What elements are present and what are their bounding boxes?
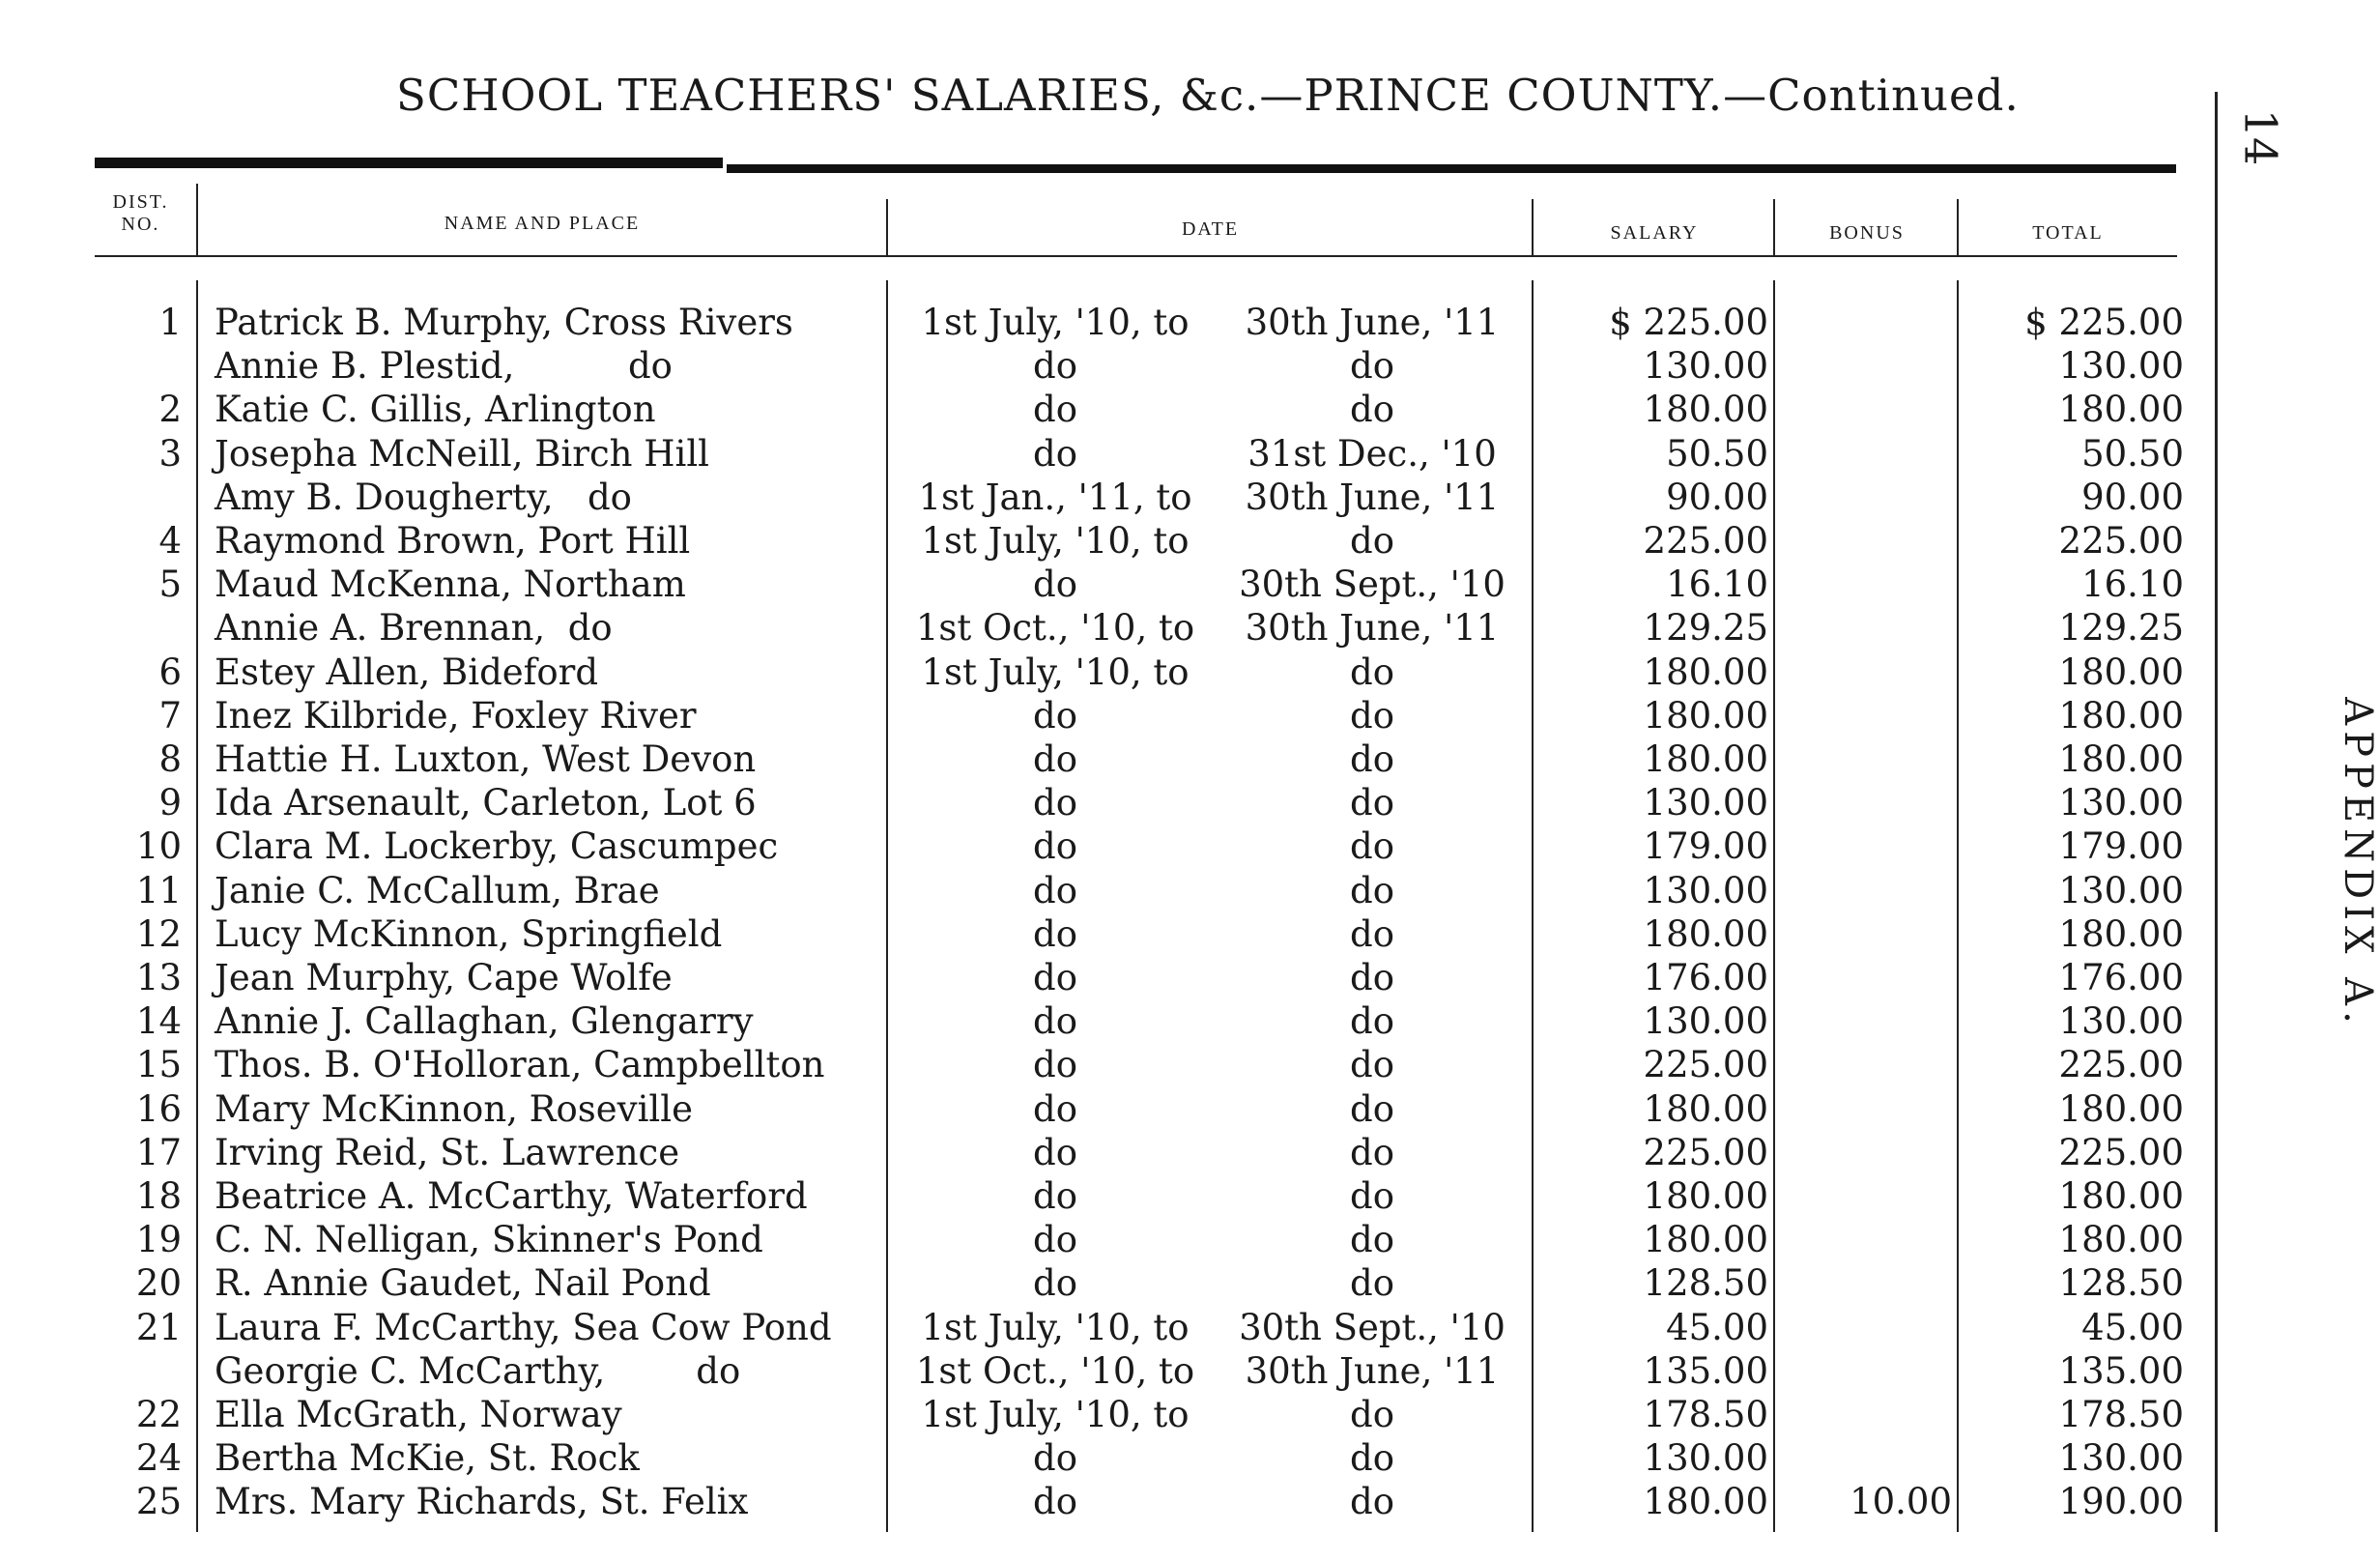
salary-cell: 180.00 [1643,1481,1768,1523]
total-cell: 180.00 [2058,738,2184,780]
body-divider-date [1532,280,1534,1532]
date-from-cell: do [1033,738,1077,780]
body-divider-bonus [1957,280,1959,1532]
date-to-cell: do [1350,957,1394,998]
date-from-cell: do [1033,782,1077,824]
date-to-cell: 30th Sept., '10 [1239,564,1505,606]
total-cell: 225.00 [2058,520,2184,562]
total-cell: 180.00 [2058,1175,2184,1217]
salary-cell: 130.00 [1643,345,1768,388]
name-place-cell: Bertha McKie, St. Rock [215,1437,640,1480]
header-date: DATE [1181,218,1240,240]
date-from-cell: 1st July, '10, to [921,302,1190,343]
total-cell: 180.00 [2058,1219,2184,1261]
dist-no-cell: 5 [158,564,182,606]
date-from-cell: 1st Oct., '10, to [915,607,1195,650]
body-divider-salary [1773,280,1775,1532]
date-to-cell: do [1350,825,1394,868]
date-to-cell: do [1350,650,1394,693]
total-cell: 90.00 [2081,476,2184,518]
name-place-cell: Annie A. Brennan, do [215,607,613,650]
page-number: 14 [2234,108,2287,166]
name-place-cell: Annie J. Callaghan, Glengarry [215,1000,754,1043]
date-from-cell: do [1033,1087,1077,1130]
total-cell: 129.25 [2058,607,2184,650]
date-to-cell: do [1350,1262,1394,1305]
salary-cell: 180.00 [1643,650,1768,693]
dist-no-cell: 8 [158,738,182,780]
date-from-cell: do [1033,432,1077,475]
date-from-cell: 1st July, '10, to [921,1306,1190,1348]
total-cell: $ 225.00 [2024,302,2184,343]
page-title: SCHOOL TEACHERS' SALARIES, &c.—PRINCE COUNTY.—Continued. [396,70,2020,121]
header-rule-thick-left [95,158,723,168]
salary-cell: 180.00 [1643,912,1768,955]
date-from-cell: do [1033,1044,1077,1086]
salary-cell: 50.50 [1666,432,1768,475]
header-dist-no: DIST. NO. [112,191,169,235]
dist-no-cell: 24 [135,1437,182,1480]
dist-no-cell: 19 [135,1219,182,1261]
header-divider-dist [196,184,198,255]
header-divider-bonus [1957,199,1959,255]
salary-cell: 176.00 [1643,957,1768,998]
date-from-cell: do [1033,564,1077,606]
dist-no-cell: 7 [158,694,182,737]
dist-no-cell: 22 [135,1394,182,1435]
date-to-cell: 30th June, '11 [1245,476,1500,518]
dist-no-cell: 6 [158,650,182,693]
total-cell: 180.00 [2058,912,2184,955]
header-salary: SALARY [1610,222,1699,244]
salary-cell: 128.50 [1643,1262,1768,1305]
salary-cell: 225.00 [1643,520,1768,562]
name-place-cell: Clara M. Lockerby, Cascumpec [215,825,779,868]
date-from-cell: 1st July, '10, to [921,1394,1190,1435]
total-cell: 130.00 [2058,869,2184,911]
name-place-cell: Raymond Brown, Port Hill [215,520,691,562]
name-place-cell: Katie C. Gillis, Arlington [215,389,656,431]
date-to-cell: do [1350,1175,1394,1217]
name-place-cell: Annie B. Plestid, do [215,345,673,388]
total-cell: 180.00 [2058,694,2184,737]
date-to-cell: do [1350,1219,1394,1261]
name-place-cell: Georgie C. McCarthy, do [215,1349,741,1392]
bonus-cell: 10.00 [1850,1481,1952,1523]
date-from-cell: 1st Jan., '11, to [918,476,1192,518]
dist-no-cell: 20 [135,1262,182,1305]
salary-cell: 130.00 [1643,1437,1768,1480]
name-place-cell: Lucy McKinnon, Springfield [215,912,723,955]
date-to-cell: do [1350,1437,1394,1480]
name-place-cell: Jean Murphy, Cape Wolfe [215,957,673,998]
dist-no-cell: 11 [135,869,182,911]
total-cell: 180.00 [2058,1087,2184,1130]
date-to-cell: do [1350,782,1394,824]
total-cell: 135.00 [2058,1349,2184,1392]
date-from-cell: do [1033,869,1077,911]
date-to-cell: do [1350,1000,1394,1043]
total-cell: 176.00 [2058,957,2184,998]
salary-cell: 225.00 [1643,1044,1768,1086]
date-from-cell: do [1033,957,1077,998]
salary-cell: 130.00 [1643,782,1768,824]
date-to-cell: 30th June, '11 [1245,1349,1500,1392]
header-divider-date [1532,199,1534,255]
dist-no-cell: 16 [135,1087,182,1130]
date-to-cell: do [1350,1481,1394,1523]
date-from-cell: do [1033,912,1077,955]
header-divider-salary [1773,199,1775,255]
name-place-cell: Mrs. Mary Richards, St. Felix [215,1481,749,1523]
date-to-cell: do [1350,1131,1394,1173]
header-rule-thick-right [727,164,2176,173]
total-cell: 128.50 [2058,1262,2184,1305]
dist-no-cell: 4 [158,520,182,562]
header-bonus: BONUS [1829,222,1905,244]
date-to-cell: 30th Sept., '10 [1239,1306,1505,1348]
salary-cell: $ 225.00 [1609,302,1768,343]
total-cell: 45.00 [2081,1306,2184,1348]
total-cell: 130.00 [2058,782,2184,824]
body-divider-dist [196,280,198,1532]
date-from-cell: do [1033,1131,1077,1173]
date-from-cell: 1st July, '10, to [921,520,1190,562]
dist-no-cell: 9 [158,782,182,824]
dist-no-cell: 12 [135,912,182,955]
name-place-cell: Patrick B. Murphy, Cross Rivers [215,302,793,343]
header-name-place: NAME AND PLACE [444,213,641,234]
date-from-cell: do [1033,694,1077,737]
date-to-cell: do [1350,345,1394,388]
dist-no-cell: 1 [158,302,182,343]
date-to-cell: do [1350,738,1394,780]
name-place-cell: Ida Arsenault, Carleton, Lot 6 [215,782,757,824]
name-place-cell: Amy B. Dougherty, do [215,476,632,518]
total-cell: 178.50 [2058,1394,2184,1435]
appendix-label: APPENDIX A. [2336,697,2380,1029]
name-place-cell: Janie C. McCallum, Brae [215,869,660,911]
name-place-cell: Mary McKinnon, Roseville [215,1087,693,1130]
date-from-cell: 1st Oct., '10, to [915,1349,1195,1392]
date-to-cell: do [1350,869,1394,911]
name-place-cell: Irving Reid, St. Lawrence [215,1131,680,1173]
salary-cell: 130.00 [1643,869,1768,911]
date-to-cell: 30th June, '11 [1245,607,1500,650]
dist-no-cell: 18 [135,1175,182,1217]
total-cell: 190.00 [2058,1481,2184,1523]
header-rule-bottom [95,255,2177,257]
salary-cell: 90.00 [1666,476,1768,518]
salary-cell: 180.00 [1643,1219,1768,1261]
name-place-cell: Josepha McNeill, Birch Hill [215,432,710,475]
salary-cell: 180.00 [1643,738,1768,780]
salary-cell: 45.00 [1666,1306,1768,1348]
salary-cell: 180.00 [1643,1175,1768,1217]
dist-no-cell: 14 [135,1000,182,1043]
total-cell: 225.00 [2058,1131,2184,1173]
date-from-cell: do [1033,389,1077,431]
date-from-cell: do [1033,825,1077,868]
date-to-cell: do [1350,520,1394,562]
date-to-cell: 30th June, '11 [1245,302,1500,343]
header-total: TOTAL [2032,222,2104,244]
salary-cell: 130.00 [1643,1000,1768,1043]
date-from-cell: do [1033,1000,1077,1043]
date-from-cell: do [1033,1437,1077,1480]
header-divider-name [886,199,888,255]
name-place-cell: Thos. B. O'Holloran, Campbellton [215,1044,825,1086]
date-from-cell: 1st July, '10, to [921,650,1190,693]
total-cell: 130.00 [2058,345,2184,388]
salary-cell: 180.00 [1643,389,1768,431]
name-place-cell: Beatrice A. McCarthy, Waterford [215,1175,808,1217]
total-cell: 50.50 [2081,432,2184,475]
salary-cell: 178.50 [1643,1394,1768,1435]
dist-no-cell: 17 [135,1131,182,1173]
dist-no-cell: 21 [135,1306,182,1348]
dist-no-cell: 15 [135,1044,182,1086]
date-from-cell: do [1033,1262,1077,1305]
salary-cell: 225.00 [1643,1131,1768,1173]
date-to-cell: 31st Dec., '10 [1247,432,1497,475]
salary-cell: 16.10 [1666,564,1768,606]
total-cell: 180.00 [2058,389,2184,431]
dist-no-cell: 10 [135,825,182,868]
name-place-cell: Estey Allen, Bideford [215,650,599,693]
name-place-cell: Maud McKenna, Northam [215,564,686,606]
dist-no-cell: 3 [158,432,182,475]
dist-no-cell: 25 [135,1481,182,1523]
total-cell: 180.00 [2058,650,2184,693]
date-to-cell: do [1350,912,1394,955]
name-place-cell: Laura F. McCarthy, Sea Cow Pond [215,1306,832,1348]
salary-cell: 179.00 [1643,825,1768,868]
dist-no-cell: 13 [135,957,182,998]
salary-cell: 180.00 [1643,1087,1768,1130]
date-to-cell: do [1350,389,1394,431]
total-cell: 16.10 [2081,564,2184,606]
date-from-cell: do [1033,1481,1077,1523]
name-place-cell: Ella McGrath, Norway [215,1394,622,1435]
salary-cell: 180.00 [1643,694,1768,737]
total-cell: 225.00 [2058,1044,2184,1086]
date-to-cell: do [1350,694,1394,737]
salary-cell: 135.00 [1643,1349,1768,1392]
date-to-cell: do [1350,1394,1394,1435]
date-from-cell: do [1033,345,1077,388]
date-from-cell: do [1033,1175,1077,1217]
body-divider-name [886,280,888,1532]
name-place-cell: Hattie H. Luxton, West Devon [215,738,757,780]
right-margin-rule [2215,92,2218,1532]
date-to-cell: do [1350,1044,1394,1086]
dist-no-cell: 2 [158,389,182,431]
total-cell: 130.00 [2058,1437,2184,1480]
total-cell: 179.00 [2058,825,2184,868]
name-place-cell: Inez Kilbride, Foxley River [215,694,697,737]
date-to-cell: do [1350,1087,1394,1130]
name-place-cell: C. N. Nelligan, Skinner's Pond [215,1219,763,1261]
date-from-cell: do [1033,1219,1077,1261]
salary-cell: 129.25 [1643,607,1768,650]
name-place-cell: R. Annie Gaudet, Nail Pond [215,1262,711,1305]
total-cell: 130.00 [2058,1000,2184,1043]
